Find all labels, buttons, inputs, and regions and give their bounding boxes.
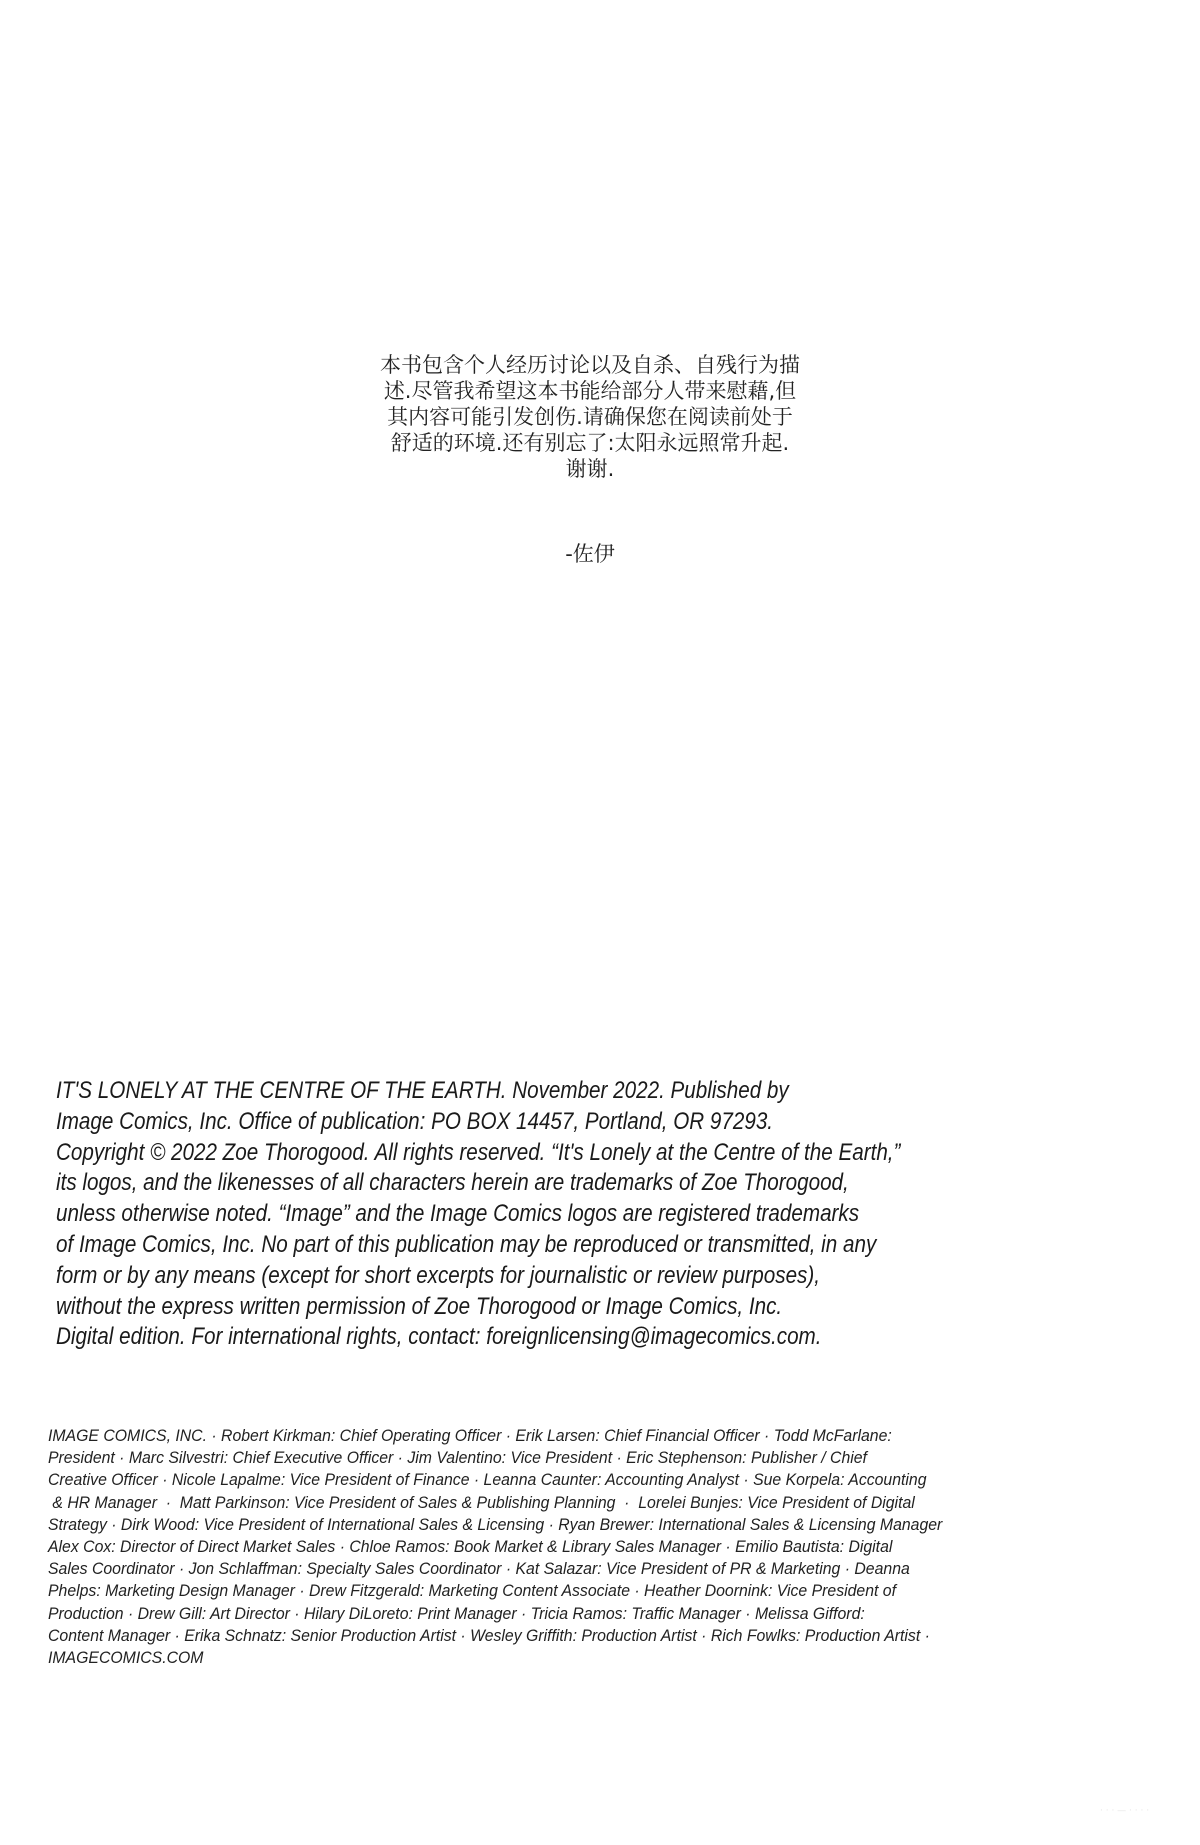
legal-notice	[56, 1076, 1038, 1353]
credits-line: Sales Coordinator · Jon Schlaffman: Specialty Sales Coordinator · Kat Salazar: Vice President of PR & Marketing · Deanna	[48, 1559, 910, 1579]
signature: -佐伊	[565, 542, 615, 566]
content-warning-line: 谢谢.	[565, 457, 615, 481]
content-warning-line: 其内容可能引发创伤.请确保您在阅读前处于	[387, 405, 793, 429]
credits-line: IMAGE COMICS, INC. · Robert Kirkman: Chief Operating Officer · Erik Larsen: Chief Financial Officer · Todd McFarlane:	[48, 1426, 892, 1445]
legal-line: its logos, and the likenesses of all characters herein are trademarks of Zoe Thorogood,	[56, 1169, 849, 1197]
content-warning-line: 本书包含个人经历讨论以及自杀、自残行为描	[380, 353, 800, 377]
credits-line: Content Manager · Erika Schnatz: Senior Production Artist · Wesley Griffith: Production Artist · Rich Fowlks: Production Artist ·	[48, 1625, 930, 1645]
legal-line: without the express written permission of Zoe Thorogood or Image Comics, Inc.	[56, 1292, 783, 1320]
legal-line: of Image Comics, Inc. No part of this publication may be reproduced or transmitted, in any	[56, 1230, 877, 1258]
legal-line: Image Comics, Inc. Office of publication: PO BOX 14457, Portland, OR 97293.	[56, 1107, 774, 1135]
staff-credits	[48, 1425, 1010, 1669]
credits-line: Production · Drew Gill: Art Director · Hilary DiLoreto: Print Manager · Tricia Ramos: Traffic Manager · Melissa Gifford:	[48, 1603, 865, 1623]
legal-line: Digital edition. For international rights, contact: foreignlicensing@imagecomics.com.	[56, 1323, 822, 1351]
credits-line: Strategy · Dirk Wood: Vice President of International Sales & Licensing · Ryan Brewer: International Sales & Licensing Manager	[48, 1514, 943, 1534]
content-warning-line: 述.尽管我希望这本书能给部分人带来慰藉,但	[383, 379, 797, 403]
credits-line: & HR Manager · Matt Parkinson: Vice President of Sales & Publishing Planning · Lorelei Bunjes: Vice President of Digital	[48, 1492, 915, 1512]
content-warning	[330, 352, 850, 482]
legal-line: unless otherwise noted. “Image” and the Image Comics logos are registered trademarks	[56, 1200, 860, 1228]
credits-line: President · Marc Silvestri: Chief Executive Officer · Jim Valentino: Vice President · Eric Stephenson: Publisher / Chief	[48, 1448, 867, 1468]
content-warning-line: 舒适的环境.还有别忘了:太阳永远照常升起.	[390, 431, 790, 455]
legal-line: IT'S LONELY AT THE CENTRE OF THE EARTH. November 2022. Published by	[56, 1077, 789, 1104]
legal-line: Copyright © 2022 Zoe Thorogood. All rights reserved. “It's Lonely at the Centre of the Earth,”	[56, 1138, 901, 1166]
credits-line: Creative Officer · Nicole Lapalme: Vice President of Finance · Leanna Caunter: Accounting Analyst · Sue Korpela: Accounting	[48, 1470, 927, 1490]
credits-line: IMAGECOMICS.COM	[48, 1648, 204, 1668]
watermark-mark: · · · — · · · ·	[1100, 1806, 1150, 1816]
credits-line: Alex Cox: Director of Direct Market Sales · Chloe Ramos: Book Market & Library Sales Manager · Emilio Bautista: Digital	[48, 1537, 893, 1557]
legal-line: form or by any means (except for short excerpts for journalistic or review purposes),	[56, 1261, 820, 1289]
credits-line: Phelps: Marketing Design Manager · Drew Fitzgerald: Marketing Content Associate · Heather Doornink: Vice President of	[48, 1581, 896, 1601]
